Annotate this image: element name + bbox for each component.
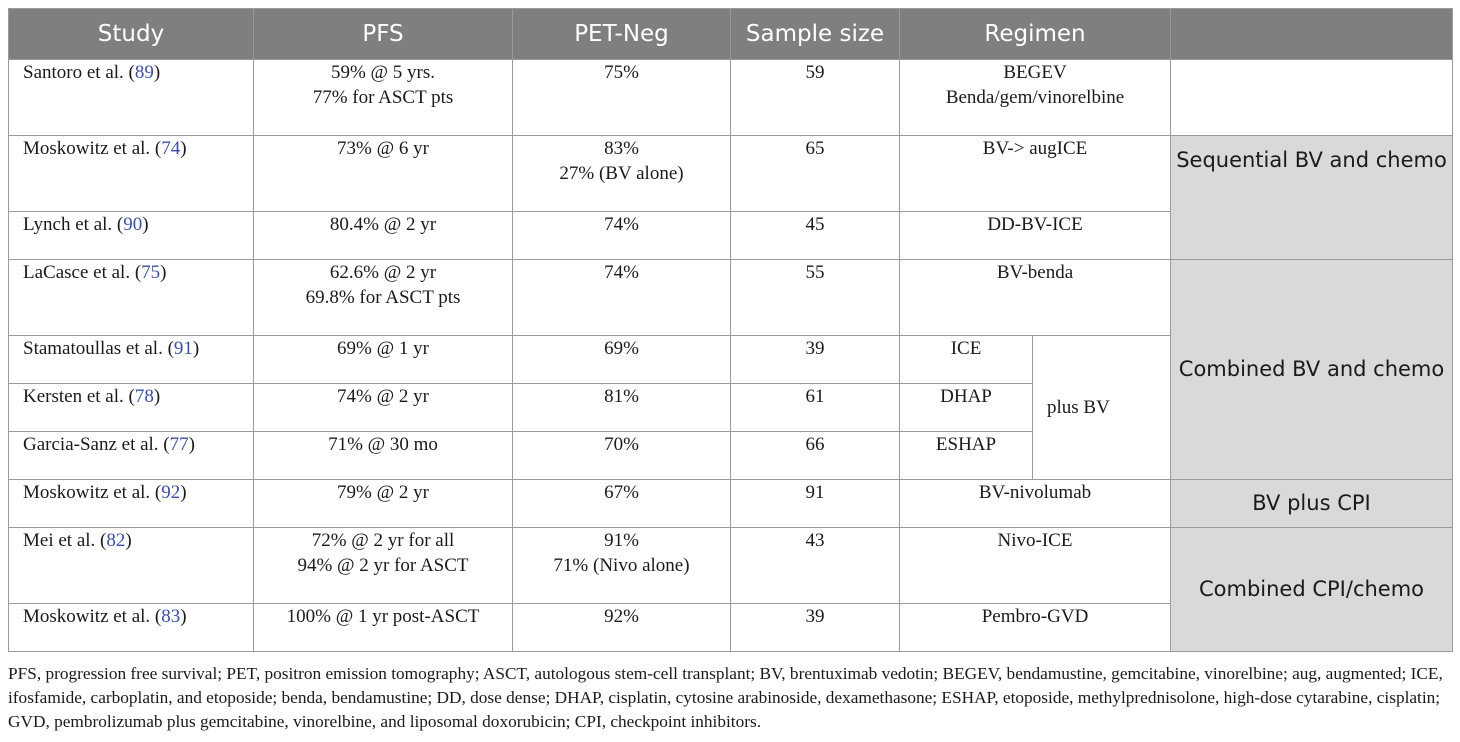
study-cell: Garcia-Sanz et al. (77) (9, 432, 254, 480)
pfs-cell: 74% @ 2 yr (254, 384, 513, 432)
study-cell: Stamatoullas et al. (91) (9, 336, 254, 384)
pfs-cell: 72% @ 2 yr for all 94% @ 2 yr for ASCT (254, 528, 513, 604)
pet-neg-cell: 81% (513, 384, 731, 432)
reference-link[interactable]: 92 (161, 482, 181, 503)
sample-size-cell: 65 (731, 136, 900, 212)
table-row (9, 480, 1453, 528)
table-row (9, 60, 1453, 136)
sample-size-cell: 39 (731, 336, 900, 384)
pet-neg-cell: 92% (513, 604, 731, 652)
study-cell: Kersten et al. (78) (9, 384, 254, 432)
sample-size-cell: 61 (731, 384, 900, 432)
header-pfs: PFS (254, 9, 513, 60)
pfs-cell: 100% @ 1 yr post-ASCT (254, 604, 513, 652)
pfs-cell: 73% @ 6 yr (254, 136, 513, 212)
study-cell: Moskowitz et al. (92) (9, 480, 254, 528)
study-cell: Moskowitz et al. (83) (9, 604, 254, 652)
table-row (9, 528, 1453, 604)
regimen-cell: Pembro-GVD (900, 604, 1171, 652)
reference-link[interactable]: 83 (161, 606, 181, 627)
pfs-cell: 59% @ 5 yrs. 77% for ASCT pts (254, 60, 513, 136)
pfs-cell: 62.6% @ 2 yr 69.8% for ASCT pts (254, 260, 513, 336)
results-table (8, 8, 1453, 652)
study-cell: Lynch et al. (90) (9, 212, 254, 260)
study-cell: Mei et al. (82) (9, 528, 254, 604)
reference-link[interactable]: 89 (134, 62, 154, 83)
category-combined-bv: Combined BV and chemo (1171, 260, 1453, 480)
sample-size-cell: 45 (731, 212, 900, 260)
reference-link[interactable]: 78 (134, 386, 154, 407)
category-sequential: Sequential BV and chemo (1171, 136, 1453, 260)
regimen-cell: DHAP (900, 384, 1033, 432)
pfs-cell: 79% @ 2 yr (254, 480, 513, 528)
header-pet-neg: PET-Neg (513, 9, 731, 60)
plus-bv-cell: plus BV (1033, 336, 1171, 480)
pfs-cell: 69% @ 1 yr (254, 336, 513, 384)
pet-neg-cell: 70% (513, 432, 731, 480)
study-cell: LaCasce et al. (75) (9, 260, 254, 336)
reference-link[interactable]: 77 (169, 434, 189, 455)
sample-size-cell: 66 (731, 432, 900, 480)
header-category (1171, 9, 1453, 60)
header-regimen: Regimen (900, 9, 1171, 60)
regimen-cell: DD-BV-ICE (900, 212, 1171, 260)
sample-size-cell: 39 (731, 604, 900, 652)
reference-link[interactable]: 74 (161, 138, 181, 159)
regimen-cell: BEGEV Benda/gem/vinorelbine (900, 60, 1171, 136)
header-row (9, 9, 1453, 60)
header-study: Study (9, 9, 254, 60)
regimen-cell: ESHAP (900, 432, 1033, 480)
pet-neg-cell: 75% (513, 60, 731, 136)
pfs-cell: 80.4% @ 2 yr (254, 212, 513, 260)
reference-link[interactable]: 82 (106, 530, 126, 551)
study-cell: Moskowitz et al. (74) (9, 136, 254, 212)
pet-neg-cell: 67% (513, 480, 731, 528)
category-combined-cpi: Combined CPI/chemo (1171, 528, 1453, 652)
pet-neg-cell: 69% (513, 336, 731, 384)
regimen-cell: BV-benda (900, 260, 1171, 336)
reference-link[interactable]: 91 (173, 338, 193, 359)
regimen-cell: BV-nivolumab (900, 480, 1171, 528)
table-row (9, 260, 1453, 336)
table-container (8, 8, 1452, 734)
pet-neg-cell: 74% (513, 260, 731, 336)
sample-size-cell: 91 (731, 480, 900, 528)
pet-neg-cell: 91% 71% (Nivo alone) (513, 528, 731, 604)
header-sample-size: Sample size (731, 9, 900, 60)
table-footnote: PFS, progression free survival; PET, positron emission tomography; ASCT, autologous stem-cell transplant; BV, brentuximab vedotin; BEGEV, bendamustine, gemcitabine, vinorelbine; aug, augmented; ICE, ifosfamide, carboplatin, and etoposide; benda, bendamustine; DD, dose dense; DHAP, cisplatin, cytosine arabinoside, dexamethasone; ESHAP, etoposide, methylprednisolone, high-dose cytarabine, cisplatin; GVD, pembrolizumab plus gemcitabine, vinorelbine, and liposomal doxorubicin; CPI, checkpoint inhibitors. (8, 664, 1443, 731)
reference-link[interactable]: 75 (141, 262, 161, 283)
regimen-cell: ICE (900, 336, 1033, 384)
pet-neg-cell: 83% 27% (BV alone) (513, 136, 731, 212)
sample-size-cell: 43 (731, 528, 900, 604)
sample-size-cell: 59 (731, 60, 900, 136)
pet-neg-cell: 74% (513, 212, 731, 260)
category-bv-cpi: BV plus CPI (1171, 480, 1453, 528)
regimen-cell: Nivo-ICE (900, 528, 1171, 604)
table-row (9, 136, 1453, 212)
reference-link[interactable]: 90 (123, 214, 143, 235)
regimen-cell: BV-> augICE (900, 136, 1171, 212)
category-cell-empty (1171, 60, 1453, 136)
study-cell: Santoro et al. (89) (9, 60, 254, 136)
pfs-cell: 71% @ 30 mo (254, 432, 513, 480)
sample-size-cell: 55 (731, 260, 900, 336)
